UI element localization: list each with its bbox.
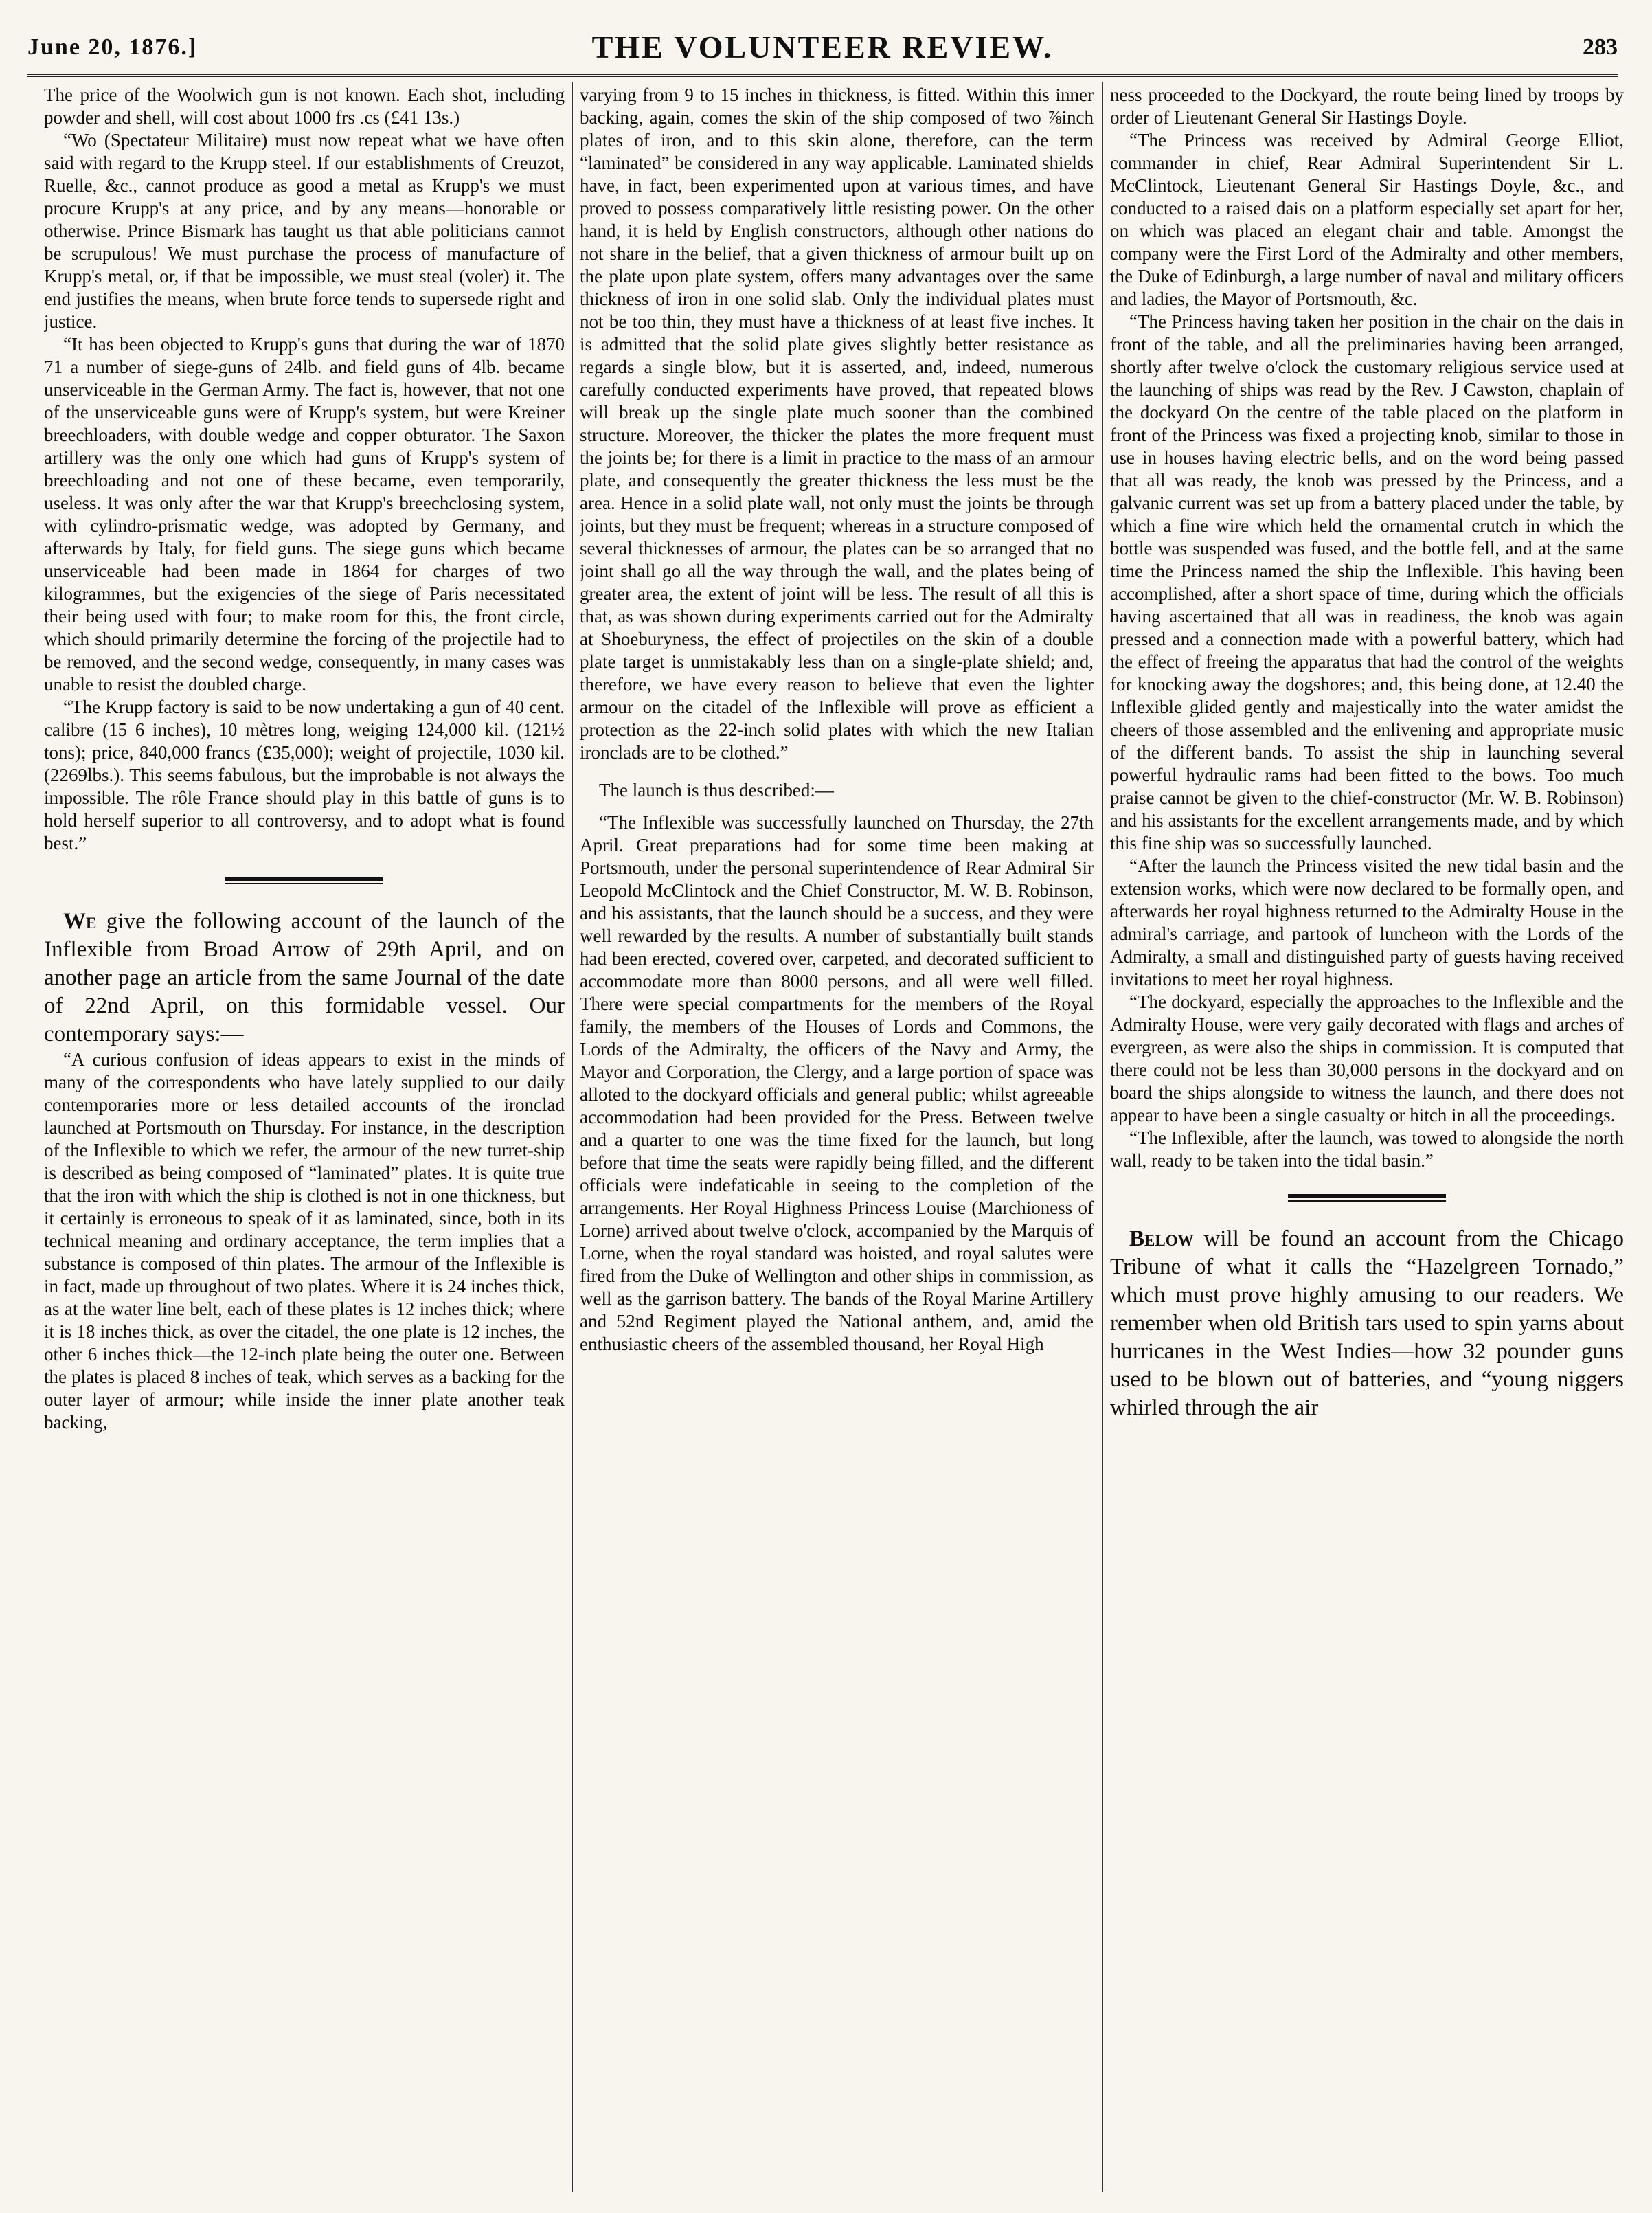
page-number: 283: [1583, 34, 1618, 60]
publication-title: THE VOLUNTEER REVIEW.: [591, 30, 1054, 65]
column-rule-right: [1102, 82, 1103, 2192]
article-paragraph: The price of the Woolwich gun is not known. Each shot, including powder and shell, will cost about 1000 frs .cs (£41 13s.): [44, 85, 565, 128]
column-middle: [580, 84, 1094, 2193]
article-paragraph: The launch is thus described:—: [599, 780, 834, 800]
article-separator: [225, 877, 383, 884]
article-paragraph: “The dockyard, especially the approaches to the Inflexible and the Admiralty House, were very gaily decorated with flags and arches of evergreen, as were also the ships in commission. It is computed that there could not be less than 30,000 persons in the dockyard and on board the ships alongside to witness the launch, and there does not appear to have been a single casualty or hitch in all the proceedings.: [1110, 991, 1624, 1125]
issue-date: June 20, 1876.]: [27, 34, 198, 60]
column-rule-left: [572, 82, 573, 2192]
article-paragraph: “The Krupp factory is said to be now undertaking a gun of 40 cent. calibre (15 6 inches), 10 mètres long, weiging 124,000 kil. (121½ tons); price, 840,000 francs (£35,000); weight of projectile, 1030 kil. (2269lbs.). This seems fabulous, but the improbable is not always the impossible. The rôle France should play in this battle of guns is to hold herself superior to all controversy, and to adopt what is found best.”: [44, 697, 565, 853]
column-left: [44, 84, 565, 2193]
article-paragraph: “It has been objected to Krupp's guns that during the war of 1870 71 a number of siege-guns of 24lb. and field guns of 4lb. became unserviceable in the German Army. The fact is, however, that not one of the unserviceable guns were of Krupp's system, but were Kreiner breechloaders, with double wedge and copper obturator. The Saxon artillery was the only one which had guns of Krupp's system of breechloading and not one of these became, even temporarily, useless. It was only after the war that Krupp's breechclosing system, with cylindro-prismatic wedge, was adopted by Germany, and afterwards by Italy, for field guns. The siege guns which became unserviceable had been made in 1864 for charges of two kilogrammes, but the exigencies of the siege of Paris necessitated their being used with four; to make room for this, the front circle, which should primarily determine the forcing of the projectile had to be removed, and the second wedge, consequently, in many cases was unable to resist the doubled charge.: [44, 334, 565, 695]
article-intro: [44, 908, 565, 1048]
article-intro: [1110, 1225, 1624, 1422]
column-right: [1110, 84, 1624, 2193]
masthead: [27, 26, 1618, 77]
article-paragraph: “The Princess having taken her position in the chair on the dais in front of the table, and all the preliminaries having been arranged, shortly after twelve o'clock the customary religious service used at the launching of ships was read by the Rev. J Cawston, chaplain of the dockyard On the centre of the table placed on the platform in front of the Princess was fixed a projecting knob, similar to those in use in houses having electric bells, and on the word being passed that all was ready, the knob was pressed by the Princess, and a galvanic current was set up from a battery placed under the table, by which a fine wire which held the ornamental crutch in which the bottle was suspended was fused, and the bottle fell, and at the same time the Princess named the ship the Inflexible. This having been accomplished, after a short space of time, during which the officials having ascertained that all was in readiness, the knob was again pressed and a connection made with a powerful battery, which had the effect of freeing the apparatus that had the control of the weights for knocking away the dogshores; and, this being done, at 12.40 the Inflexible glided gently and majestically into the water amidst the cheers of those assembled and the enlivening and appropriate music of the different bands. To assist the ship in launching several powerful hydraulic rams had been fitted to the bows. Too much praise cannot be given to the chief-constructor (Mr. W. B. Robinson) and his assistants for the excellent arrangements made, and by which this fine ship was so successfully launched.: [1110, 311, 1624, 853]
article-paragraph: “After the launch the Princess visited the new tidal basin and the extension works, which were now declared to be formally open, and afterwards her royal highness returned to the Admiralty House in the admiral's carriage, and partook of luncheon with the Lords of the Admiralty, a small and distinguished party of guests having received invitations to meet her royal highness.: [1110, 855, 1624, 989]
intro-lead-word: Below: [1129, 1226, 1194, 1251]
article-paragraph: “The Princess was received by Admiral George Elliot, commander in chief, Rear Admiral Superintendent Sir L. McClintock, Lieutenant General Sir Hastings Doyle, &c., and conducted to a raised dais on a platform especially set apart for her, on which was placed an elegant chair and table. Amongst the company were the First Lord of the Admiralty and other members, the Duke of Edinburgh, a large number of naval and military officers and ladies, the Mayor of Portsmouth, &c.: [1110, 130, 1624, 309]
article-separator: [1288, 1194, 1446, 1202]
article-paragraph: “The Inflexible, after the launch, was towed to alongside the north wall, ready to be taken into the tidal basin.”: [1110, 1127, 1624, 1171]
article-paragraph: ness proceeded to the Dockyard, the route being lined by troops by order of Lieutenant General Sir Hastings Doyle.: [1110, 85, 1624, 128]
intro-lead-word: We: [63, 909, 97, 934]
intro-text: will be found an account from the Chicago Tribune of what it calls the “Hazelgreen Tornado,” which must prove highly amusing to our readers. We remember when old British tars used to spin yarns about hurricanes in the West Indies—how 32 pounder guns used to be blown out of batteries, and “young niggers whirled through the air: [1110, 1226, 1624, 1420]
intro-text: give the following account of the launch of the Inflexible from Broad Arrow of 29th April, and on another page an article from the same Journal of the date of 22nd April, on this formidable vessel. Our contemporary says:—: [44, 909, 565, 1046]
article-paragraph: varying from 9 to 15 inches in thickness, is fitted. Within this inner backing, again, comes the skin of the ship composed of two ⅞inch plates of iron, and to this skin alone, therefore, can the term “laminated” be considered in any way applicable. Laminated shields have, in fact, been experimented upon at various times, and have proved to possess comparatively little resisting power. On the other hand, it is held by English constructors, although other nations do not share in the belief, that a given thickness of armour built up on the plate upon plate system, offers many advantages over the same thickness of iron in one solid slab. Only the individual plates must not be too thin, they must have a thickness of at least five inches. It is admitted that the solid plate gives slightly better resistance as regards a single blow, but it is asserted, and, indeed, numerous carefully conducted experiments have proved, that repeated blows will break up the single plate much sooner than the combined structure. Moreover, the thicker the plates the more frequent must the joints be; for there is a limit in practice to the mass of an armour plate, and consequently the greater thickness the less must be the area. Hence in a solid plate wall, not only must the joints be through joints, but they must be frequent; whereas in a structure composed of several thicknesses of armour, the plates can be so arranged that no joint shall go all the way through the wall, and the plates being of greater area, the extent of joint will be less. The result of all this is that, as was shown during experiments carried out for the Admiralty at Shoeburyness, the effect of projectiles on the skin of a double plate target is unmistakably less than on a single-plate shield; and, therefore, we have every reason to believe that even the lighter armour on the citadel of the Inflexible will prove as efficient a protection as the 22-inch solid plates with which the new Italian ironclads are to be clothed.”: [580, 85, 1094, 763]
article-paragraph: “The Inflexible was successfully launched on Thursday, the 27th April. Great preparations had for some time been making at Portsmouth, under the personal superintendence of Rear Admiral Sir Leopold McClintock and the Chief Constructor, M. W. B. Robinson, and his assistants, that the launch should be a success, and they were well rewarded by the results. A number of substantially built stands had been erected, covered over, carpeted, and decorated sufficient to accommodate more than 8000 persons, and all were well filled. There were special compartments for the members of the Royal family, the members of the Houses of Lords and Commons, the Lords of the Admiralty, the officers of the Navy and Army, the Mayor and Corporation, the Clergy, and a large portion of space was alloted to the dockyard officials and general public; whilst agreeable accommodation had been provided for the Press. Between twelve and a quarter to one was the time fixed for the launch, but long before that time the seats were rapidly being filled, and the different officials were indefaticable in seeing to the completion of the arrangements. Her Royal Highness Princess Louise (Marchioness of Lorne) arrived about twelve o'clock, accompanied by the Marquis of Lorne, when the royal standard was hoisted, and royal salutes were fired from the Duke of Wellington and other ships in commission, as well as the garrison battery. The bands of the Royal Marine Artillery and 52nd Regiment played the National anthem, and, amid the enthusiastic cheers of the assembled thousand, her Royal High: [580, 812, 1094, 1354]
article-paragraph: “A curious confusion of ideas appears to exist in the minds of many of the correspondents who have lately supplied to our daily contemporaries more or less detailed accounts of the ironclad launched at Portsmouth on Thursday. For instance, in the description of the Inflexible to which we refer, the armour of the new turret-ship is described as being composed of “laminated” plates. It is quite true that the iron with which the ship is clothed is not in one thickness, but it certainly is erroneous to speak of it as laminated, since, both in its technical meaning and ordinary acceptance, the term implies that a substance is composed of thin plates. The armour of the Inflexible is in fact, made up throughout of two plates. Where it is 24 inches thick, as at the water line belt, each of these plates is 12 inches thick; where it is 18 inches thick, as over the citadel, the one plate is 12 inches, the other 6 inches thick—the 12-inch plate being the outer one. Between the plates is placed 8 inches of teak, which serves as a backing for the outer layer of armour; while inside the inner plate another teak backing,: [44, 1049, 565, 1433]
article-paragraph: “Wo (Spectateur Militaire) must now repeat what we have often said with regard to the Krupp steel. If our establishments of Creuzot, Ruelle, &c., cannot produce as good a metal as Krupp's we must procure Krupp's at any price, and by any means—honorable or otherwise. Prince Bismark has taught us that able politicians cannot be scrupulous! We must purchase the process of manufacture of Krupp's metal, or, if that be impossible, we must steal (voler) it. The end justifies the means, when brute force tends to supersede right and justice.: [44, 130, 565, 332]
